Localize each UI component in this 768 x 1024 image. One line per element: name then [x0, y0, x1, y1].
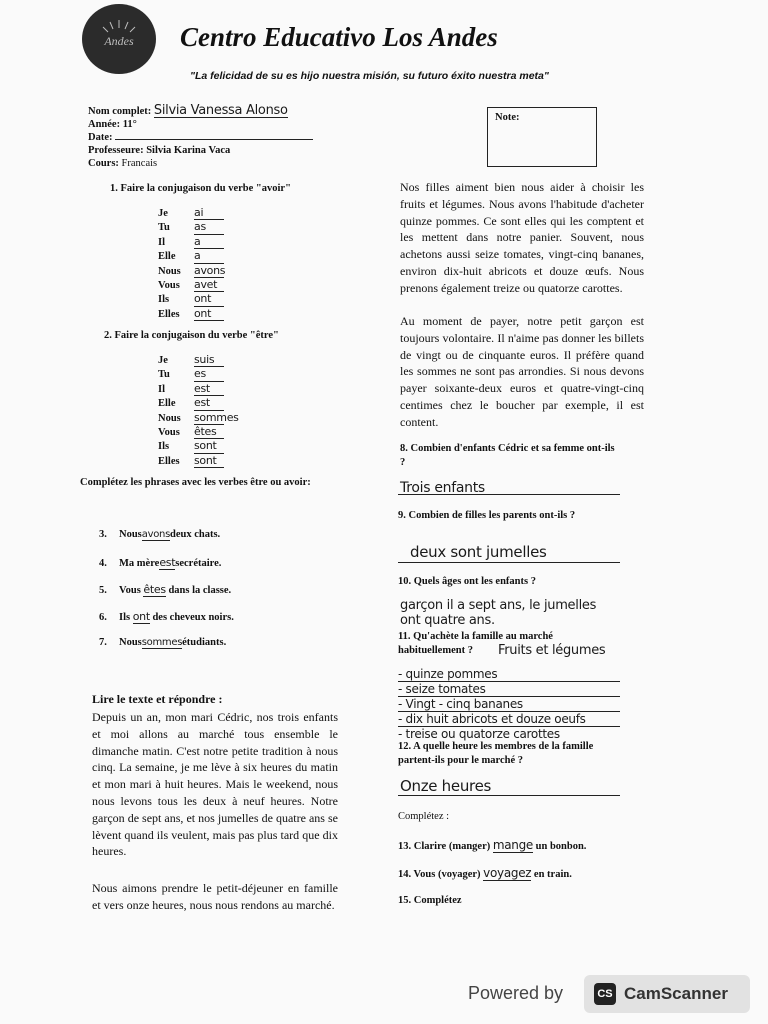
camscanner-watermark — [466, 975, 752, 1013]
note-box — [487, 107, 597, 167]
avoir-row — [158, 206, 224, 220]
sentence-answer: avons — [141, 529, 170, 540]
completez-label: Complétez : — [398, 811, 450, 822]
reading-title: Lire le texte et répondre : — [92, 692, 223, 706]
sentence-after: deux chats. — [169, 529, 221, 540]
answer-11-item: - seize tomates — [398, 682, 620, 697]
sentence-answer: ont — [132, 610, 150, 623]
sentence-answer: sommes — [141, 637, 183, 648]
pronoun: Vous — [158, 280, 180, 292]
answer-11-heading: Fruits et légumes — [498, 643, 606, 658]
pronoun: Elle — [158, 251, 176, 263]
answer-11-item: - treise ou quatorze carottes — [398, 727, 560, 741]
question-11: 11. Qu'achète la famille au marché habituellement ? — [398, 631, 553, 656]
sentence-before: Nous — [119, 529, 142, 540]
cours-row — [88, 157, 348, 170]
note-label: Note: — [495, 112, 520, 123]
reading-paragraph-1: Depuis un an, mon mari Cédric, nos trois enfants et moi allons au marché tous ensemble le dimanche matin. C'est notre petite tradition à nous cinq. La semaine, je me lève à six heures du matin et mon mari à huit heures. Mais le weekend, nous nous levons tous les deux à neuf heures. Notre garçon de sept ans, et nos jumelles de quatre ans se lèvent quand ils veulent, mais pas plus tard que dix heures. — [92, 710, 338, 859]
reading-paragraph-4: Au moment de payer, notre petit garçon est toujours volontaire. Il n'aime pas donner les billets de vingt ou de cinquante euros. Il préfère quand les sommes ne sont pas arrondies. Si nous devons payer soixante-deux euros et quatre-vingt-cinq centimes chez le boucher par exemple, il est content. — [400, 314, 644, 429]
answer: a — [194, 235, 224, 249]
answer-12: Onze heures — [400, 777, 492, 795]
pronoun: Nous — [158, 412, 181, 424]
school-logo — [82, 4, 156, 74]
date-label: Date: — [88, 132, 113, 143]
sentence-after: des cheveux noirs. — [152, 612, 234, 623]
answer: ai — [194, 206, 224, 220]
nom-row — [88, 104, 348, 118]
answer-11-item: - quinze pommes — [398, 667, 620, 682]
etre-row — [158, 454, 224, 468]
etre-row — [158, 410, 239, 425]
answer-8-line — [398, 494, 620, 495]
avoir-row — [158, 292, 224, 306]
avoir-title: 1. Faire la conjugaison du verbe "avoir" — [110, 183, 291, 194]
question-15: 15. Complétez — [398, 895, 462, 906]
sentence-before: Ils — [119, 612, 131, 623]
complete-intro: Complétez les phrases avec les verbes être ou avoir: — [80, 477, 311, 488]
sentence-row — [99, 583, 234, 610]
sentence-after: étudiants. — [182, 637, 227, 648]
answer: ont — [194, 307, 224, 321]
answer-11-item: - dix huit abricots et douze oeufs — [398, 712, 620, 727]
answer: a — [194, 249, 224, 263]
answer: avons — [194, 263, 226, 277]
cours-value: Francais — [121, 158, 158, 169]
sentence-row — [99, 637, 234, 664]
question-13 — [398, 838, 586, 853]
nom-label: Nom complet: — [88, 106, 152, 117]
annee-label: Année: 11° — [88, 119, 137, 130]
cours-label: Cours: — [88, 158, 119, 169]
avoir-table — [158, 206, 224, 321]
sentence-num: 7. — [99, 637, 107, 648]
motto: "La felicidad de su es hijo nuestra misión, su futuro éxito nuestra meta" — [190, 70, 549, 82]
answer: êtes — [194, 425, 224, 439]
answer: sommes — [194, 410, 239, 424]
question-14-after: en train. — [533, 869, 572, 880]
answer-11-item: - Vingt - cinq bananes — [398, 697, 620, 712]
question-9: 9. Combien de filles les parents ont-ils ? — [398, 510, 576, 521]
question-12: 12. A quelle heure les membres de la famille partent-ils pour le marché ? — [398, 741, 594, 766]
answer: est — [194, 396, 224, 410]
camscanner-badge — [584, 975, 750, 1013]
sentence-answer: êtes — [143, 583, 166, 596]
date-line — [115, 139, 313, 140]
student-info — [88, 104, 348, 170]
question-13-before: 13. Clarire (manger) — [398, 841, 491, 852]
question-14-before: 14. Vous (voyager) — [398, 869, 481, 880]
answer-13: mange — [492, 838, 534, 852]
school-name: Centro Educativo Los Andes — [180, 22, 498, 52]
answer-10-line-2: ont quatre ans. — [400, 613, 495, 628]
sentence-num: 5. — [99, 585, 107, 596]
answer: as — [194, 220, 224, 234]
answer-12-line — [398, 795, 620, 796]
reading-paragraph-2: Nous aimons prendre le petit-déjeuner en famille et vers onze heures, nous nous rendons au marché. — [92, 881, 338, 912]
sentence-before: Nous — [119, 637, 142, 648]
etre-row — [158, 425, 224, 439]
answer: ont — [194, 292, 224, 306]
pronoun: Ils — [158, 441, 170, 453]
sentences-list — [99, 529, 234, 664]
sentence-num: 6. — [99, 612, 107, 623]
sentence-row — [99, 556, 234, 583]
logo-text: Andes — [104, 34, 134, 48]
sentence-num: 3. — [99, 529, 107, 540]
camscanner-brand: CamScanner — [624, 984, 728, 1003]
avoir-row — [158, 220, 224, 234]
sentence-answer: est — [159, 556, 176, 569]
sentence-row — [99, 610, 234, 637]
answer: sont — [194, 439, 224, 453]
question-14 — [398, 866, 572, 881]
etre-row — [158, 353, 224, 367]
pronoun: Vous — [158, 427, 180, 439]
sentence-before: Vous — [119, 585, 141, 596]
answer-9: deux sont jumelles — [410, 543, 547, 561]
pronoun: Elles — [158, 308, 180, 320]
pronoun: Tu — [158, 369, 170, 381]
pronoun: Ils — [158, 294, 170, 306]
question-8: 8. Combien d'enfants Cédric et sa femme ont-ils ? — [400, 443, 615, 468]
prof-label: Professeure: Silvia Karina Vaca — [88, 145, 231, 156]
etre-row — [158, 439, 224, 453]
sentence-before: Ma mère — [119, 558, 160, 569]
etre-table — [158, 353, 239, 468]
etre-row — [158, 367, 224, 381]
answer-9-line — [398, 562, 620, 563]
sentence-after: dans la classe. — [168, 585, 232, 596]
avoir-row — [158, 249, 224, 263]
answer-10-line-1: garçon il a sept ans, le jumelles — [400, 598, 597, 613]
sentence-num: 4. — [99, 558, 107, 569]
etre-title: 2. Faire la conjugaison du verbe "être" — [104, 330, 279, 341]
avoir-row — [158, 307, 224, 321]
pronoun: Elles — [158, 455, 180, 467]
answer: es — [194, 367, 224, 381]
reading-paragraph-3: Nos filles aiment bien nous aider à choisir les fruits et légumes. Nous avons l'habitude d'acheter quinze pommes. Ce sont elles qui les comptent et les mettent dans notre panier. Souvent, nous achetons aussi seize tomates, vingt-cinq bananes, environ dix-huit abricots et douze œufs. Nous prenons également treize ou quatorze carottes. — [400, 180, 644, 295]
avoir-row — [158, 278, 224, 292]
answer-11-list — [398, 667, 648, 741]
question-13-after: un bonbon. — [535, 841, 587, 852]
etre-row — [158, 382, 224, 396]
pronoun: Nous — [158, 265, 181, 277]
answer-14: voyagez — [483, 866, 532, 880]
pronoun: Il — [158, 236, 166, 248]
sentence-after: secrétaire. — [175, 558, 222, 569]
sentence-row — [99, 529, 234, 556]
avoir-row — [158, 264, 224, 278]
powered-by-text: Powered by — [468, 983, 564, 1003]
pronoun: Je — [158, 208, 168, 219]
nom-value: Silvia Vanessa Alonso — [153, 103, 288, 118]
answer: est — [194, 382, 224, 396]
answer: suis — [194, 353, 224, 367]
pronoun: Tu — [158, 222, 170, 234]
etre-row — [158, 396, 224, 410]
camscanner-icon: CS — [594, 983, 616, 1005]
date-row — [88, 131, 348, 144]
answer-8: Trois enfants — [400, 480, 485, 496]
pronoun: Elle — [158, 398, 176, 410]
avoir-row — [158, 235, 224, 249]
pronoun: Je — [158, 355, 168, 366]
pronoun: Il — [158, 383, 166, 395]
answer: sont — [194, 454, 224, 468]
answer: avet — [194, 278, 224, 292]
question-10: 10. Quels âges ont les enfants ? — [398, 576, 536, 587]
